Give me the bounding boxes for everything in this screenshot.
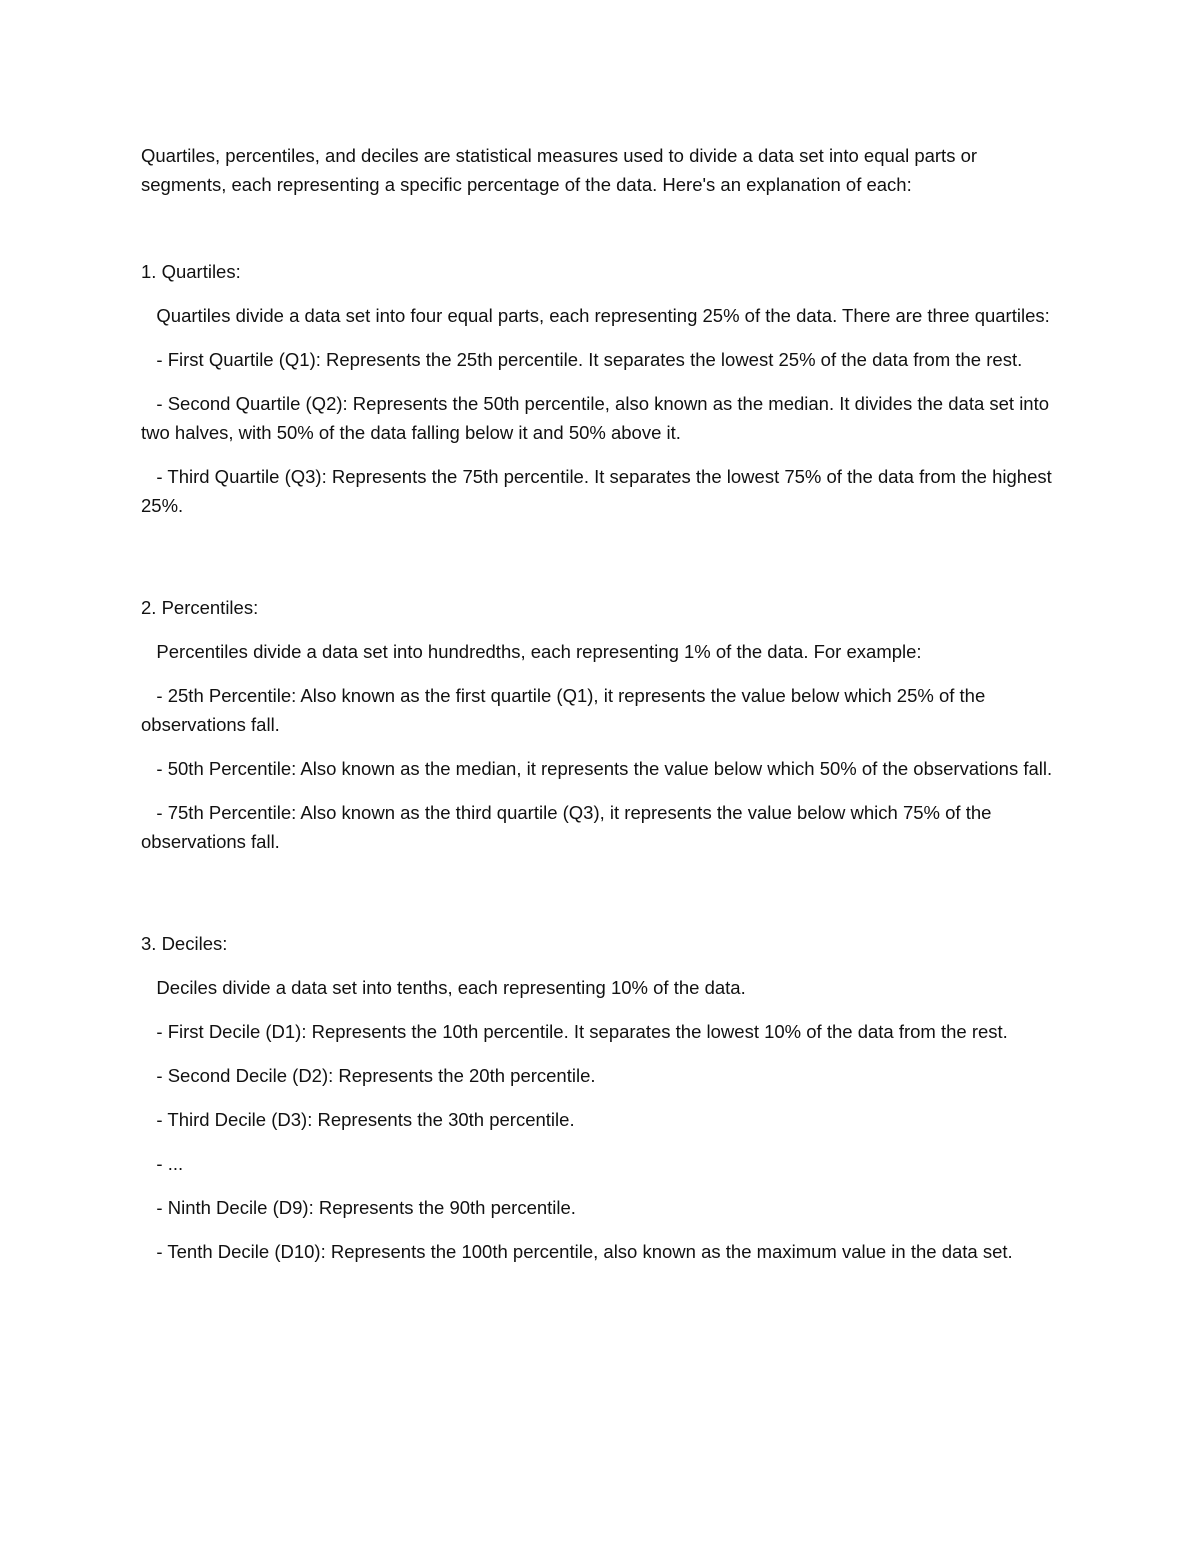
list-item: - First Quartile (Q1): Represents the 25th percentile. It separates the lowest 25% of the data from the rest. [141, 349, 1023, 370]
list-item: - 75th Percentile: Also known as the third quartile (Q3), it represents the value below which 75% of the observations fall. [141, 802, 997, 852]
section-spacer [141, 535, 1066, 593]
paragraph: Percentiles divide a data set into hundredths, each representing 1% of the data. For example: [141, 641, 922, 662]
document-body [141, 141, 1066, 1281]
section-heading: 3. Deciles: [141, 933, 228, 954]
list-item: - Second Decile (D2): Represents the 20th percentile. [141, 1065, 596, 1086]
section-spacer [141, 199, 1066, 257]
section-deciles [141, 929, 1066, 1266]
list-item: - Second Quartile (Q2): Represents the 50th percentile, also known as the median. It divides the data set into two halves, with 50% of the data falling below it and 50% above it. [141, 393, 1055, 443]
section-heading: 1. Quartiles: [141, 261, 241, 282]
section-heading: 2. Percentiles: [141, 597, 259, 618]
paragraph: Quartiles divide a data set into four equal parts, each representing 25% of the data. There are three quartiles: [141, 305, 1050, 326]
list-item: - 25th Percentile: Also known as the first quartile (Q1), it represents the value below which 25% of the observations fall. [141, 685, 991, 735]
section-quartiles [141, 257, 1066, 520]
list-item: - 50th Percentile: Also known as the median, it represents the value below which 50% of the observations fall. [141, 758, 1053, 779]
intro-paragraph: Quartiles, percentiles, and deciles are statistical measures used to divide a data set into equal parts or segments, each representing a specific percentage of the data. Here's an explanation of each: [141, 145, 983, 195]
section-percentiles [141, 593, 1066, 856]
list-item: - Third Decile (D3): Represents the 30th percentile. [141, 1109, 575, 1130]
list-item: - First Decile (D1): Represents the 10th percentile. It separates the lowest 10% of the data from the rest. [141, 1021, 1008, 1042]
list-item: - Tenth Decile (D10): Represents the 100th percentile, also known as the maximum value in the data set. [141, 1241, 1013, 1262]
paragraph: Deciles divide a data set into tenths, each representing 10% of the data. [141, 977, 746, 998]
list-item: - Ninth Decile (D9): Represents the 90th percentile. [141, 1197, 576, 1218]
section-spacer [141, 871, 1066, 929]
list-item: - Third Quartile (Q3): Represents the 75th percentile. It separates the lowest 75% of the data from the highest 25%. [141, 466, 1057, 516]
list-item: - ... [141, 1153, 184, 1174]
